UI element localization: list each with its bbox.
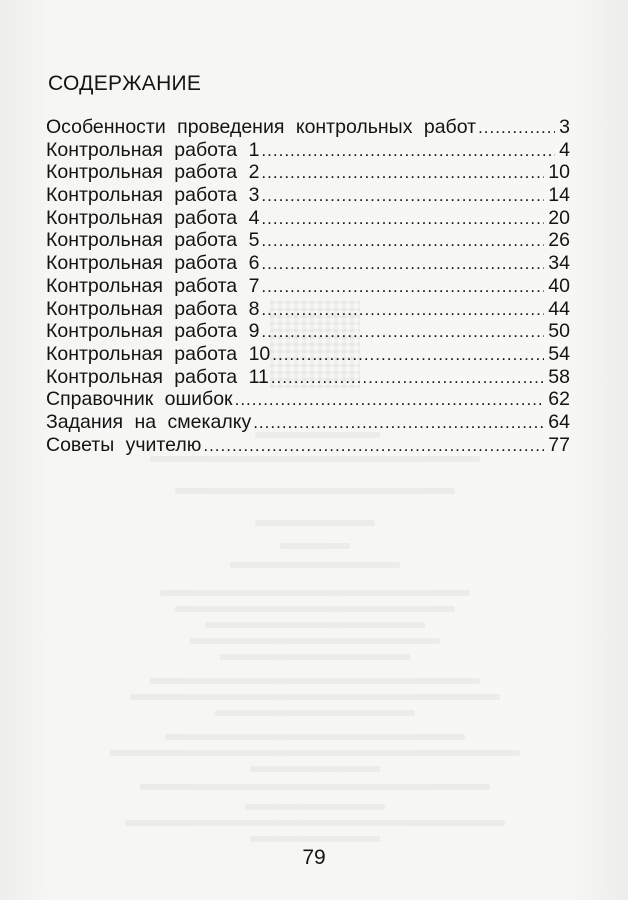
toc-dot-leader	[253, 412, 544, 435]
toc-dot-leader	[261, 299, 544, 322]
faint-imprint-line	[245, 804, 385, 810]
toc-entry-page: 64	[548, 410, 570, 433]
toc-dot-leader	[235, 389, 545, 412]
toc-entry-label: Особенности проведения контрольных работ	[46, 116, 477, 138]
faint-imprint-line	[255, 520, 375, 526]
toc-entry-number: 1	[248, 138, 260, 161]
faint-imprint-line	[110, 750, 520, 756]
toc-entry-title	[46, 275, 259, 298]
faint-imprint-line	[160, 590, 470, 596]
faint-imprint-line	[150, 678, 480, 684]
toc-entry-page: 4	[559, 138, 570, 161]
toc-entry	[46, 434, 570, 457]
toc-entry-page: 40	[548, 274, 570, 297]
toc-entry-page: 44	[548, 297, 570, 320]
toc-entry-page: 54	[548, 342, 570, 365]
contents-heading: СОДЕРЖАНИЕ	[48, 72, 202, 95]
toc-entry-page: 26	[548, 229, 570, 252]
page-number: 79	[302, 846, 326, 869]
toc-entry-number: 7	[248, 274, 260, 297]
faint-imprint-line	[175, 606, 455, 612]
toc-entry	[46, 411, 570, 434]
faint-imprint-line	[130, 694, 500, 700]
toc-dot-leader	[261, 208, 544, 231]
toc-entry-title	[46, 320, 259, 343]
toc-entry-page: 62	[548, 388, 570, 411]
toc-dot-leader	[272, 344, 544, 367]
faint-imprint-line	[125, 820, 505, 826]
toc-entry-number: 4	[248, 206, 260, 229]
toc-entry	[46, 116, 570, 139]
toc-entry	[46, 161, 570, 184]
toc-entry-page: 58	[548, 365, 570, 388]
toc-entry-title	[46, 207, 259, 230]
toc-entry-label: Контрольная работа	[46, 320, 238, 343]
toc-entry	[46, 388, 570, 411]
faint-imprint-line	[175, 488, 455, 494]
toc-entry-number: 11	[248, 365, 269, 388]
toc-dot-leader	[261, 185, 544, 208]
faint-imprint-line	[165, 734, 465, 740]
toc-entry-label: Контрольная работа	[46, 184, 238, 207]
faint-imprint-line	[190, 638, 440, 644]
toc-entry-title	[46, 139, 259, 162]
toc-entry-label: Контрольная работа	[46, 138, 238, 161]
toc-entry-label: Контрольная работа	[46, 297, 238, 320]
toc-entry-number: 5	[248, 229, 260, 252]
toc-dot-leader	[261, 253, 544, 276]
toc-entry	[46, 139, 570, 162]
toc-entry-label: Справочник ошибок	[46, 388, 233, 411]
toc-entry-title	[46, 229, 259, 252]
toc-dot-leader	[203, 435, 544, 458]
toc-entry-number: 9	[248, 320, 260, 343]
toc-entry-label: Контрольная работа	[46, 274, 238, 297]
toc-entry-title	[46, 184, 259, 207]
toc-entry	[46, 252, 570, 275]
faint-imprint-line	[220, 654, 410, 660]
faint-imprint-line	[215, 710, 415, 716]
toc-entry-title	[46, 252, 259, 275]
toc-entry-title	[46, 411, 251, 434]
toc-entry-title	[46, 161, 259, 184]
faint-imprint-line	[140, 784, 490, 790]
toc-dot-leader	[261, 276, 544, 299]
toc-entry	[46, 229, 570, 252]
toc-entry-number: 2	[248, 161, 260, 184]
toc-dot-leader	[261, 230, 544, 253]
toc-entry	[46, 298, 570, 321]
toc-entry	[46, 275, 570, 298]
toc-dot-leader	[261, 321, 544, 344]
toc-entry-number: 8	[248, 297, 260, 320]
faint-imprint-line	[250, 836, 380, 842]
toc-entry-number: 6	[248, 252, 260, 275]
faint-imprint-line	[230, 562, 400, 568]
toc-entry	[46, 207, 570, 230]
toc-entry-page: 14	[548, 184, 570, 207]
toc-entry-label: Контрольная работа	[46, 365, 238, 388]
toc-entry-page: 50	[548, 320, 570, 343]
toc-entry-page: 20	[548, 206, 570, 229]
toc-entry-page: 10	[548, 161, 570, 184]
toc-entry-label: Контрольная работа	[46, 206, 238, 229]
toc-entry-label: Контрольная работа	[46, 161, 238, 184]
toc-entry-title	[46, 298, 259, 321]
toc-entry-label: Контрольная работа	[46, 252, 238, 275]
toc-entry-number: 3	[248, 184, 260, 207]
toc-entry-page: 3	[559, 116, 570, 138]
toc-dot-leader	[271, 367, 544, 390]
toc-entry-title	[46, 343, 270, 366]
faint-imprint-line	[280, 543, 350, 549]
toc-dot-leader	[478, 117, 555, 140]
table-of-contents	[46, 116, 570, 456]
toc-entry-page: 77	[548, 433, 570, 456]
toc-dot-leader	[261, 140, 555, 163]
faint-imprint-line	[205, 622, 425, 628]
toc-entry	[46, 343, 570, 366]
toc-entry-label: Контрольная работа	[46, 342, 238, 365]
toc-entry-label: Советы учителю	[46, 433, 202, 456]
toc-entry-title	[46, 116, 476, 139]
toc-entry-title	[46, 366, 269, 389]
faint-imprint-line	[250, 766, 380, 772]
toc-entry	[46, 184, 570, 207]
toc-entry-title	[46, 388, 233, 411]
toc-entry-label: Контрольная работа	[46, 229, 238, 252]
toc-entry	[46, 320, 570, 343]
toc-dot-leader	[261, 162, 544, 185]
toc-entry	[46, 366, 570, 389]
toc-entry-label: Задания на смекалку	[46, 410, 252, 433]
toc-entry-number: 10	[248, 342, 271, 365]
toc-entry-page: 34	[548, 252, 570, 275]
toc-entry-title	[46, 434, 201, 457]
